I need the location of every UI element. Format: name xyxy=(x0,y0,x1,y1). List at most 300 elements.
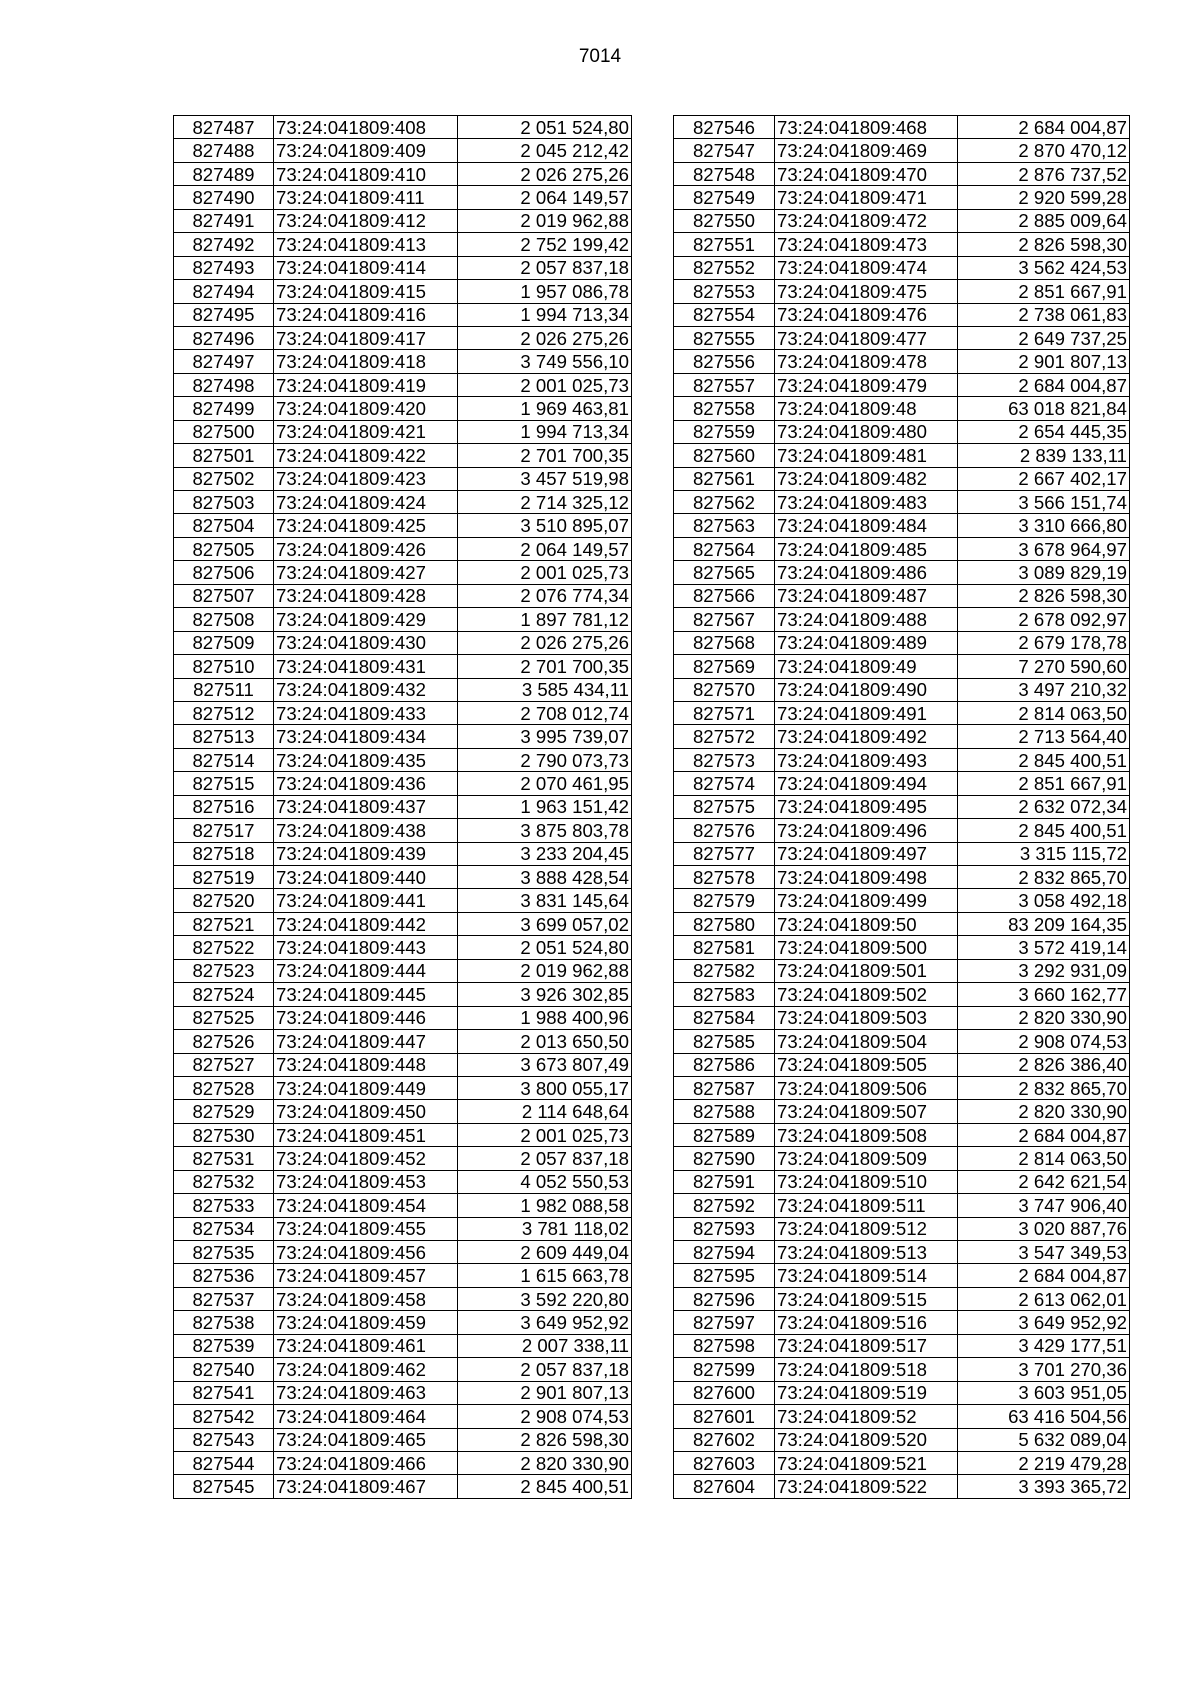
record-number-cell: 827525 xyxy=(174,1006,274,1029)
table-row xyxy=(174,1123,632,1146)
cadastral-number-cell: 73:24:041809:514 xyxy=(775,1264,958,1287)
cadastral-number-cell: 73:24:041809:481 xyxy=(775,444,958,467)
table-row xyxy=(674,1381,1130,1404)
cadastral-number-cell: 73:24:041809:495 xyxy=(775,795,958,818)
cadastral-value-cell: 3 429 177,51 xyxy=(958,1334,1130,1357)
record-number-cell: 827566 xyxy=(674,584,775,607)
record-number-cell: 827592 xyxy=(674,1194,775,1217)
table-row xyxy=(674,795,1130,818)
record-number-cell: 827578 xyxy=(674,866,775,889)
cadastral-value-cell: 2 057 837,18 xyxy=(458,1147,632,1170)
record-number-cell: 827523 xyxy=(174,959,274,982)
table-row xyxy=(174,889,632,912)
table-row xyxy=(674,1264,1130,1287)
record-number-cell: 827582 xyxy=(674,959,775,982)
cadastral-value-cell: 3 089 829,19 xyxy=(958,561,1130,584)
table-row xyxy=(674,1030,1130,1053)
cadastral-number-cell: 73:24:041809:491 xyxy=(775,701,958,724)
table-row xyxy=(674,373,1130,396)
record-number-cell: 827536 xyxy=(174,1264,274,1287)
cadastral-value-cell: 2 901 807,13 xyxy=(958,350,1130,373)
cadastral-value-cell: 3 585 434,11 xyxy=(458,678,632,701)
cadastral-number-cell: 73:24:041809:480 xyxy=(775,420,958,443)
cadastral-value-cell: 3 781 118,02 xyxy=(458,1217,632,1240)
cadastral-value-cell: 2 738 061,83 xyxy=(958,303,1130,326)
page-number: 7014 xyxy=(578,46,622,67)
table-row xyxy=(674,209,1130,232)
cadastral-value-cell: 63 018 821,84 xyxy=(958,397,1130,420)
cadastral-value-cell: 3 649 952,92 xyxy=(458,1311,632,1334)
record-number-cell: 827556 xyxy=(674,350,775,373)
cadastral-value-cell: 3 747 906,40 xyxy=(958,1194,1130,1217)
table-row xyxy=(174,1076,632,1099)
cadastral-number-cell: 73:24:041809:510 xyxy=(775,1170,958,1193)
cadastral-number-cell: 73:24:041809:496 xyxy=(775,819,958,842)
table-row xyxy=(674,1006,1130,1029)
table-row xyxy=(174,397,632,420)
table-row xyxy=(174,444,632,467)
right-table xyxy=(673,115,1130,1499)
table-row xyxy=(674,280,1130,303)
record-number-cell: 827571 xyxy=(674,701,775,724)
record-number-cell: 827497 xyxy=(174,350,274,373)
cadastral-number-cell: 73:24:041809:426 xyxy=(274,537,458,560)
cadastral-value-cell: 83 209 164,35 xyxy=(958,912,1130,935)
record-number-cell: 827493 xyxy=(174,256,274,279)
cadastral-number-cell: 73:24:041809:458 xyxy=(274,1287,458,1310)
table-row xyxy=(174,1428,632,1451)
record-number-cell: 827488 xyxy=(174,139,274,162)
table-row xyxy=(674,326,1130,349)
cadastral-value-cell: 2 851 667,91 xyxy=(958,772,1130,795)
cadastral-value-cell: 2 820 330,90 xyxy=(958,1100,1130,1123)
record-number-cell: 827581 xyxy=(674,936,775,959)
cadastral-number-cell: 73:24:041809:487 xyxy=(775,584,958,607)
cadastral-number-cell: 73:24:041809:519 xyxy=(775,1381,958,1404)
cadastral-value-cell: 2 908 074,53 xyxy=(958,1030,1130,1053)
table-row xyxy=(674,819,1130,842)
record-number-cell: 827508 xyxy=(174,608,274,631)
record-number-cell: 827585 xyxy=(674,1030,775,1053)
record-number-cell: 827522 xyxy=(174,936,274,959)
cadastral-number-cell: 73:24:041809:414 xyxy=(274,256,458,279)
cadastral-value-cell: 3 292 931,09 xyxy=(958,959,1130,982)
record-number-cell: 827586 xyxy=(674,1053,775,1076)
cadastral-number-cell: 73:24:041809:438 xyxy=(274,819,458,842)
cadastral-number-cell: 73:24:041809:427 xyxy=(274,561,458,584)
table-row xyxy=(174,326,632,349)
cadastral-number-cell: 73:24:041809:505 xyxy=(775,1053,958,1076)
cadastral-number-cell: 73:24:041809:517 xyxy=(775,1334,958,1357)
cadastral-number-cell: 73:24:041809:493 xyxy=(775,748,958,771)
table-row xyxy=(674,1358,1130,1381)
table-row xyxy=(674,631,1130,654)
cadastral-number-cell: 73:24:041809:410 xyxy=(274,162,458,185)
record-number-cell: 827538 xyxy=(174,1311,274,1334)
cadastral-number-cell: 73:24:041809:476 xyxy=(775,303,958,326)
table-row xyxy=(174,162,632,185)
record-number-cell: 827512 xyxy=(174,701,274,724)
cadastral-number-cell: 73:24:041809:435 xyxy=(274,748,458,771)
table-row xyxy=(674,1428,1130,1451)
cadastral-value-cell: 2 001 025,73 xyxy=(458,561,632,584)
table-row xyxy=(674,1451,1130,1474)
table-row xyxy=(174,233,632,256)
cadastral-number-cell: 73:24:041809:449 xyxy=(274,1076,458,1099)
record-number-cell: 827539 xyxy=(174,1334,274,1357)
cadastral-number-cell: 73:24:041809:463 xyxy=(274,1381,458,1404)
record-number-cell: 827504 xyxy=(174,514,274,537)
cadastral-value-cell: 2 632 072,34 xyxy=(958,795,1130,818)
cadastral-number-cell: 73:24:041809:471 xyxy=(775,186,958,209)
cadastral-value-cell: 2 654 445,35 xyxy=(958,420,1130,443)
cadastral-value-cell: 2 832 865,70 xyxy=(958,866,1130,889)
cadastral-number-cell: 73:24:041809:500 xyxy=(775,936,958,959)
table-row xyxy=(174,116,632,139)
table-row xyxy=(674,842,1130,865)
cadastral-value-cell: 2 114 648,64 xyxy=(458,1100,632,1123)
record-number-cell: 827500 xyxy=(174,420,274,443)
cadastral-value-cell: 2 026 275,26 xyxy=(458,631,632,654)
cadastral-number-cell: 73:24:041809:452 xyxy=(274,1147,458,1170)
cadastral-number-cell: 73:24:041809:419 xyxy=(274,373,458,396)
record-number-cell: 827510 xyxy=(174,655,274,678)
cadastral-number-cell: 73:24:041809:439 xyxy=(274,842,458,865)
cadastral-value-cell: 2 920 599,28 xyxy=(958,186,1130,209)
record-number-cell: 827583 xyxy=(674,983,775,1006)
cadastral-number-cell: 73:24:041809:509 xyxy=(775,1147,958,1170)
cadastral-value-cell: 3 572 419,14 xyxy=(958,936,1130,959)
record-number-cell: 827527 xyxy=(174,1053,274,1076)
table-row xyxy=(174,912,632,935)
record-number-cell: 827548 xyxy=(674,162,775,185)
record-number-cell: 827511 xyxy=(174,678,274,701)
table-row xyxy=(674,420,1130,443)
cadastral-number-cell: 73:24:041809:520 xyxy=(775,1428,958,1451)
record-number-cell: 827587 xyxy=(674,1076,775,1099)
record-number-cell: 827542 xyxy=(174,1405,274,1428)
cadastral-number-cell: 73:24:041809:421 xyxy=(274,420,458,443)
cadastral-value-cell: 3 510 895,07 xyxy=(458,514,632,537)
cadastral-number-cell: 73:24:041809:488 xyxy=(775,608,958,631)
cadastral-number-cell: 73:24:041809:422 xyxy=(274,444,458,467)
cadastral-number-cell: 73:24:041809:408 xyxy=(274,116,458,139)
cadastral-number-cell: 73:24:041809:474 xyxy=(775,256,958,279)
cadastral-number-cell: 73:24:041809:516 xyxy=(775,1311,958,1334)
cadastral-value-cell: 2 839 133,11 xyxy=(958,444,1130,467)
record-number-cell: 827588 xyxy=(674,1100,775,1123)
cadastral-number-cell: 73:24:041809:503 xyxy=(775,1006,958,1029)
cadastral-value-cell: 2 051 524,80 xyxy=(458,936,632,959)
cadastral-number-cell: 73:24:041809:470 xyxy=(775,162,958,185)
table-row xyxy=(674,303,1130,326)
record-number-cell: 827565 xyxy=(674,561,775,584)
cadastral-value-cell: 3 393 365,72 xyxy=(958,1475,1130,1498)
cadastral-number-cell: 73:24:041809:434 xyxy=(274,725,458,748)
cadastral-value-cell: 2 649 737,25 xyxy=(958,326,1130,349)
cadastral-number-cell: 73:24:041809:432 xyxy=(274,678,458,701)
cadastral-value-cell: 3 660 162,77 xyxy=(958,983,1130,1006)
cadastral-value-cell: 2 026 275,26 xyxy=(458,326,632,349)
cadastral-value-cell: 3 562 424,53 xyxy=(958,256,1130,279)
record-number-cell: 827570 xyxy=(674,678,775,701)
table-row xyxy=(674,1241,1130,1264)
table-row xyxy=(174,866,632,889)
cadastral-value-cell: 2 713 564,40 xyxy=(958,725,1130,748)
table-row xyxy=(674,866,1130,889)
table-row xyxy=(174,373,632,396)
table-row xyxy=(174,186,632,209)
table-row xyxy=(174,1475,632,1498)
cadastral-value-cell: 2 708 012,74 xyxy=(458,701,632,724)
table-row xyxy=(674,537,1130,560)
table-row xyxy=(174,491,632,514)
record-number-cell: 827490 xyxy=(174,186,274,209)
table-row xyxy=(674,1194,1130,1217)
cadastral-value-cell: 2 826 598,30 xyxy=(958,584,1130,607)
record-number-cell: 827518 xyxy=(174,842,274,865)
cadastral-value-cell: 2 219 479,28 xyxy=(958,1451,1130,1474)
cadastral-value-cell: 2 070 461,95 xyxy=(458,772,632,795)
table-row xyxy=(174,1405,632,1428)
record-number-cell: 827591 xyxy=(674,1170,775,1193)
record-number-cell: 827604 xyxy=(674,1475,775,1498)
cadastral-number-cell: 73:24:041809:498 xyxy=(775,866,958,889)
cadastral-value-cell: 2 826 598,30 xyxy=(458,1428,632,1451)
cadastral-value-cell: 2 679 178,78 xyxy=(958,631,1130,654)
cadastral-value-cell: 2 845 400,51 xyxy=(958,819,1130,842)
cadastral-number-cell: 73:24:041809:428 xyxy=(274,584,458,607)
cadastral-number-cell: 73:24:041809:436 xyxy=(274,772,458,795)
record-number-cell: 827554 xyxy=(674,303,775,326)
cadastral-value-cell: 2 057 837,18 xyxy=(458,256,632,279)
cadastral-value-cell: 2 678 092,97 xyxy=(958,608,1130,631)
table-row xyxy=(674,748,1130,771)
record-number-cell: 827562 xyxy=(674,491,775,514)
cadastral-number-cell: 73:24:041809:429 xyxy=(274,608,458,631)
record-number-cell: 827575 xyxy=(674,795,775,818)
cadastral-number-cell: 73:24:041809:433 xyxy=(274,701,458,724)
cadastral-number-cell: 73:24:041809:475 xyxy=(775,280,958,303)
record-number-cell: 827573 xyxy=(674,748,775,771)
record-number-cell: 827491 xyxy=(174,209,274,232)
record-number-cell: 827577 xyxy=(674,842,775,865)
record-number-cell: 827600 xyxy=(674,1381,775,1404)
cadastral-value-cell: 2 001 025,73 xyxy=(458,1123,632,1146)
cadastral-value-cell: 3 566 151,74 xyxy=(958,491,1130,514)
cadastral-value-cell: 2 790 073,73 xyxy=(458,748,632,771)
record-number-cell: 827572 xyxy=(674,725,775,748)
record-number-cell: 827569 xyxy=(674,655,775,678)
record-number-cell: 827509 xyxy=(174,631,274,654)
record-number-cell: 827603 xyxy=(674,1451,775,1474)
cadastral-number-cell: 73:24:041809:424 xyxy=(274,491,458,514)
table-row xyxy=(674,1170,1130,1193)
record-number-cell: 827541 xyxy=(174,1381,274,1404)
table-row xyxy=(674,889,1130,912)
cadastral-value-cell: 1 969 463,81 xyxy=(458,397,632,420)
cadastral-value-cell: 1 957 086,78 xyxy=(458,280,632,303)
cadastral-number-cell: 73:24:041809:430 xyxy=(274,631,458,654)
cadastral-number-cell: 73:24:041809:453 xyxy=(274,1170,458,1193)
table-row xyxy=(174,1053,632,1076)
record-number-cell: 827594 xyxy=(674,1241,775,1264)
cadastral-number-cell: 73:24:041809:450 xyxy=(274,1100,458,1123)
cadastral-number-cell: 73:24:041809:462 xyxy=(274,1358,458,1381)
cadastral-value-cell: 3 800 055,17 xyxy=(458,1076,632,1099)
record-number-cell: 827494 xyxy=(174,280,274,303)
cadastral-number-cell: 73:24:041809:511 xyxy=(775,1194,958,1217)
table-row xyxy=(674,655,1130,678)
record-number-cell: 827513 xyxy=(174,725,274,748)
table-row xyxy=(174,748,632,771)
cadastral-number-cell: 73:24:041809:466 xyxy=(274,1451,458,1474)
record-number-cell: 827552 xyxy=(674,256,775,279)
cadastral-value-cell: 2 609 449,04 xyxy=(458,1241,632,1264)
cadastral-number-cell: 73:24:041809:468 xyxy=(775,116,958,139)
record-number-cell: 827507 xyxy=(174,584,274,607)
cadastral-value-cell: 3 310 666,80 xyxy=(958,514,1130,537)
cadastral-number-cell: 73:24:041809:461 xyxy=(274,1334,458,1357)
cadastral-value-cell: 2 870 470,12 xyxy=(958,139,1130,162)
record-number-cell: 827545 xyxy=(174,1475,274,1498)
record-number-cell: 827535 xyxy=(174,1241,274,1264)
cadastral-number-cell: 73:24:041809:504 xyxy=(775,1030,958,1053)
cadastral-number-cell: 73:24:041809:501 xyxy=(775,959,958,982)
cadastral-value-cell: 2 684 004,87 xyxy=(958,116,1130,139)
record-number-cell: 827558 xyxy=(674,397,775,420)
table-row xyxy=(674,959,1130,982)
table-row xyxy=(174,819,632,842)
cadastral-number-cell: 73:24:041809:417 xyxy=(274,326,458,349)
table-row xyxy=(674,561,1130,584)
cadastral-value-cell: 2 026 275,26 xyxy=(458,162,632,185)
left-table-body xyxy=(174,116,632,1499)
cadastral-value-cell: 3 058 492,18 xyxy=(958,889,1130,912)
cadastral-value-cell: 2 826 598,30 xyxy=(958,233,1130,256)
table-row xyxy=(174,1381,632,1404)
cadastral-number-cell: 73:24:041809:415 xyxy=(274,280,458,303)
cadastral-number-cell: 73:24:041809:467 xyxy=(274,1475,458,1498)
cadastral-number-cell: 73:24:041809:479 xyxy=(775,373,958,396)
table-row xyxy=(674,1311,1130,1334)
table-row xyxy=(174,1217,632,1240)
cadastral-value-cell: 2 064 149,57 xyxy=(458,537,632,560)
table-row xyxy=(174,1194,632,1217)
table-row xyxy=(674,725,1130,748)
record-number-cell: 827553 xyxy=(674,280,775,303)
table-row xyxy=(174,1170,632,1193)
cadastral-value-cell: 3 603 951,05 xyxy=(958,1381,1130,1404)
cadastral-number-cell: 73:24:041809:489 xyxy=(775,631,958,654)
cadastral-value-cell: 1 897 781,12 xyxy=(458,608,632,631)
cadastral-number-cell: 73:24:041809:50 xyxy=(775,912,958,935)
record-number-cell: 827537 xyxy=(174,1287,274,1310)
record-number-cell: 827492 xyxy=(174,233,274,256)
record-number-cell: 827540 xyxy=(174,1358,274,1381)
cadastral-value-cell: 3 888 428,54 xyxy=(458,866,632,889)
cadastral-value-cell: 2 684 004,87 xyxy=(958,373,1130,396)
cadastral-number-cell: 73:24:041809:455 xyxy=(274,1217,458,1240)
cadastral-value-cell: 3 701 270,36 xyxy=(958,1358,1130,1381)
table-row xyxy=(174,350,632,373)
record-number-cell: 827521 xyxy=(174,912,274,935)
record-number-cell: 827596 xyxy=(674,1287,775,1310)
cadastral-number-cell: 73:24:041809:48 xyxy=(775,397,958,420)
cadastral-value-cell: 2 667 402,17 xyxy=(958,467,1130,490)
cadastral-number-cell: 73:24:041809:413 xyxy=(274,233,458,256)
cadastral-number-cell: 73:24:041809:507 xyxy=(775,1100,958,1123)
cadastral-value-cell: 2 064 149,57 xyxy=(458,186,632,209)
cadastral-number-cell: 73:24:041809:52 xyxy=(775,1405,958,1428)
record-number-cell: 827595 xyxy=(674,1264,775,1287)
record-number-cell: 827602 xyxy=(674,1428,775,1451)
table-row xyxy=(174,561,632,584)
table-row xyxy=(174,1287,632,1310)
record-number-cell: 827489 xyxy=(174,162,274,185)
record-number-cell: 827601 xyxy=(674,1405,775,1428)
record-number-cell: 827564 xyxy=(674,537,775,560)
record-number-cell: 827526 xyxy=(174,1030,274,1053)
cadastral-value-cell: 2 019 962,88 xyxy=(458,209,632,232)
cadastral-number-cell: 73:24:041809:451 xyxy=(274,1123,458,1146)
cadastral-value-cell: 2 901 807,13 xyxy=(458,1381,632,1404)
cadastral-value-cell: 4 052 550,53 xyxy=(458,1170,632,1193)
cadastral-number-cell: 73:24:041809:416 xyxy=(274,303,458,326)
table-row xyxy=(174,537,632,560)
table-row xyxy=(674,584,1130,607)
cadastral-number-cell: 73:24:041809:454 xyxy=(274,1194,458,1217)
table-row xyxy=(674,1217,1130,1240)
record-number-cell: 827530 xyxy=(174,1123,274,1146)
cadastral-value-cell: 2 057 837,18 xyxy=(458,1358,632,1381)
cadastral-number-cell: 73:24:041809:420 xyxy=(274,397,458,420)
record-number-cell: 827599 xyxy=(674,1358,775,1381)
table-row xyxy=(174,936,632,959)
table-row xyxy=(674,1405,1130,1428)
table-row xyxy=(674,116,1130,139)
record-number-cell: 827519 xyxy=(174,866,274,889)
table-row xyxy=(674,1100,1130,1123)
cadastral-value-cell: 2 851 667,91 xyxy=(958,280,1130,303)
table-row xyxy=(174,842,632,865)
table-row xyxy=(674,186,1130,209)
cadastral-value-cell: 3 875 803,78 xyxy=(458,819,632,842)
cadastral-value-cell: 2 001 025,73 xyxy=(458,373,632,396)
table-row xyxy=(674,701,1130,724)
record-number-cell: 827546 xyxy=(674,116,775,139)
table-row xyxy=(674,1147,1130,1170)
table-row xyxy=(174,1264,632,1287)
cadastral-number-cell: 73:24:041809:515 xyxy=(775,1287,958,1310)
cadastral-value-cell: 2 832 865,70 xyxy=(958,1076,1130,1099)
cadastral-value-cell: 2 845 400,51 xyxy=(458,1475,632,1498)
cadastral-value-cell: 3 315 115,72 xyxy=(958,842,1130,865)
record-number-cell: 827517 xyxy=(174,819,274,842)
record-number-cell: 827532 xyxy=(174,1170,274,1193)
cadastral-number-cell: 73:24:041809:506 xyxy=(775,1076,958,1099)
table-row xyxy=(174,514,632,537)
table-row xyxy=(674,256,1130,279)
table-row xyxy=(674,912,1130,935)
record-number-cell: 827516 xyxy=(174,795,274,818)
cadastral-number-cell: 73:24:041809:521 xyxy=(775,1451,958,1474)
cadastral-number-cell: 73:24:041809:446 xyxy=(274,1006,458,1029)
cadastral-number-cell: 73:24:041809:483 xyxy=(775,491,958,514)
record-number-cell: 827567 xyxy=(674,608,775,631)
cadastral-number-cell: 73:24:041809:456 xyxy=(274,1241,458,1264)
record-number-cell: 827496 xyxy=(174,326,274,349)
